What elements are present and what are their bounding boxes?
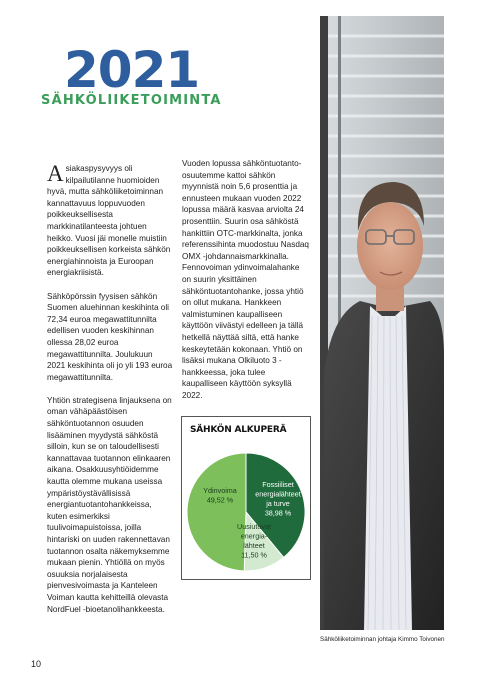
pie-chart-box (181, 416, 311, 580)
paragraph-2: Sähköpörssin fyysisen sähkön Suomen aluehinnan keskihinta oli 72,34 euroa megawattitunnilta edellisen vuoden keskihinnan ollessa 28,02 euroa megawattitunnilta. Joulukuun 2021 keskihinta oli jo yli 193 euroa megawattitunnilta. (47, 291, 173, 382)
slice-label-nuclear: Ydinvoima 49,52 % (203, 486, 237, 505)
chart-title: SÄHKÖN ALKUPERÄ (190, 425, 287, 435)
pie-chart (182, 417, 310, 579)
text-column-1 (47, 163, 173, 627)
text-column-2 (182, 158, 310, 413)
photo-caption: Sähköliiketoiminnan johtaja Kimmo Toivonen (320, 636, 445, 643)
paragraph-1-text: siakaspysyvyys oli kilpailutilanne huomioiden hyvä, mutta sähköliiketoiminnan kannattavuus loppuvuoden poikkeuksellisesta markkinatilanteesta johtuen heikko. Vuosi jäi monelle muistiin poikkeuksellisen korkeista sähkön energiahinnoista ja Euroopan energiakriisistä. (47, 164, 171, 278)
slice-label-renewable: Uusiutuvat energia-lähteet 11,50 % (237, 522, 271, 560)
portrait-image (320, 16, 444, 630)
pie-slice (187, 453, 246, 571)
slice-label-fossil: Fossiiliset energialähteet ja turve 38,98 % (255, 480, 301, 518)
year-heading: 2021 (64, 41, 200, 99)
paragraph-4: Vuoden lopussa sähköntuotanto-osuutemme kattoi sähkön myynnistä noin 5,6 prosenttia ja ennusteen mukaan vuoden 2022 lopussa määrä kasvaa arviolta 24 prosenttiin. Suurin osa sähköstä hankittiin OTC-markkinalta, jonka referenssihinta muodostuu Nasdaq OMX -johdannaismarkkinalla. Fennovoiman ydinvoimalahanke on suurin yksittäinen sähköntuotantohanke, jossa yhtiö on ollut mukana. Hankkeen valmistuminen kaupalliseen käyttöön viivästyi edelleen ja tällä hetkellä näyttää siltä, että hanke keskeytetään kokonaan. Yhtiö on lisäksi mukana Olkiluoto 3 -hankkeessa, joka tulee kaupalliseen käyttöön syksyllä 2022. (182, 159, 309, 400)
paragraph-1 (47, 163, 173, 279)
paragraph-3: Yhtiön strategisena linjauksena on oman vähäpäästöisen sähköntuotannon osuuden lisääminen myydystä sähköstä silloin, kun se on taloudellisesti kannattavaa tuotannon elinkaaren aikana. Osakkuusyhtiöidemme kautta olemme mukana useissa ympäristöystävällisissä energiantuotantohankkeissa, kuten esimerkiksi tuulivoimapuistoissa, joilla hintariski on uuden rakennettavan tuotannon osalta näkemyksemme mukaan pienin. Yhtiöllä on myös osuuksia norjalaisesta pienvesivoimasta ja Kanteleen Voiman kautta kehitteillä olevasta NordFuel -bioetanolihankkeesta. (47, 395, 172, 614)
portrait-photo (320, 16, 444, 630)
section-title: SÄHKÖLIIKETOIMINTA (41, 93, 222, 108)
page-number: 10 (31, 659, 42, 669)
drop-cap: A (47, 161, 64, 186)
